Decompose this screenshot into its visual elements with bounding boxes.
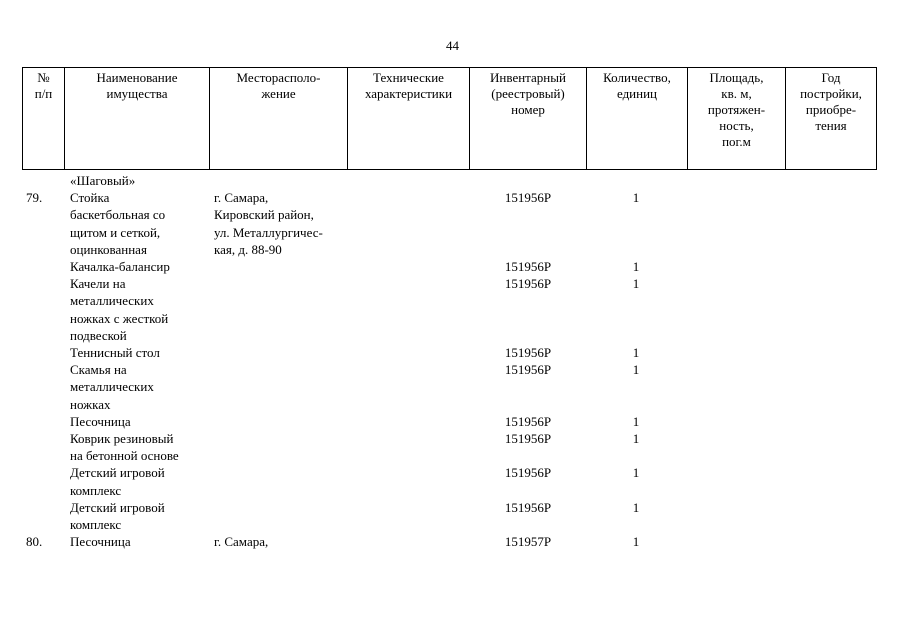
item-name-line: Детский игровой [70, 499, 165, 515]
item-location-line: кая, д. 88-90 [214, 241, 282, 257]
item-name [70, 275, 208, 344]
item-name [70, 533, 208, 550]
item-name-line: Песочница [70, 413, 131, 429]
item-location-line: г. Самара, [214, 190, 269, 206]
item-name-line: баскетбольная со [70, 207, 166, 223]
table-row [0, 413, 905, 430]
item-name-line: металлических [70, 379, 154, 395]
row-number: 79. [26, 190, 43, 206]
item-name [70, 172, 208, 189]
item-name-line: на бетонной основе [70, 448, 179, 464]
inventory-number: 151957Р [504, 534, 552, 550]
item-name-line: Песочница [70, 534, 131, 550]
quantity: 1 [632, 276, 640, 292]
table-row [0, 499, 905, 533]
quantity: 1 [632, 362, 640, 378]
quantity: 1 [632, 344, 640, 360]
item-name-line: Стойка [70, 190, 110, 206]
inventory-number: 151956Р [504, 258, 552, 274]
header-col-specs: Технические характеристики [348, 68, 470, 170]
table-row [0, 344, 905, 361]
item-name-line: Коврик резиновый [70, 430, 174, 446]
quantity: 1 [632, 534, 640, 550]
inventory-number: 151956Р [504, 190, 552, 206]
item-name-line: Качалка-балансир [70, 258, 170, 274]
item-name [70, 361, 208, 413]
item-location-line: г. Самара, [214, 534, 269, 550]
item-location-line: ул. Металлургичес- [214, 224, 323, 240]
header-col-quantity: Количество, единиц [587, 68, 688, 170]
item-name [70, 499, 208, 533]
quantity: 1 [632, 430, 640, 446]
item-name-line: ножках [70, 396, 111, 412]
item-name-line: комплекс [70, 482, 122, 498]
item-name [70, 413, 208, 430]
inventory-number: 151956Р [504, 465, 552, 481]
item-name-line: щитом и сеткой, [70, 224, 161, 240]
table-row [0, 258, 905, 275]
table-row [0, 430, 905, 464]
table-row [0, 533, 905, 550]
inventory-number: 151956Р [504, 499, 552, 515]
table-row [0, 189, 905, 258]
header-col-name: Наименование имущества [65, 68, 210, 170]
item-name [70, 430, 208, 464]
item-name-line: комплекс [70, 516, 122, 532]
table-row [0, 172, 905, 189]
item-name-line: Качели на [70, 276, 126, 292]
item-location [214, 533, 346, 550]
quantity: 1 [632, 413, 640, 429]
header-row [23, 68, 877, 170]
table-header [22, 67, 877, 170]
header-col-inventory: Инвентарный (реестровый) номер [470, 68, 587, 170]
quantity: 1 [632, 258, 640, 274]
inventory-number: 151956Р [504, 362, 552, 378]
item-name-line: металлических [70, 293, 154, 309]
table-row [0, 275, 905, 344]
row-number: 80. [26, 534, 43, 550]
inventory-number: 151956Р [504, 276, 552, 292]
inventory-number: 151956Р [504, 413, 552, 429]
header-col-location: Месторасполо- жение [210, 68, 348, 170]
item-name-line: ножках с жесткой [70, 310, 169, 326]
item-name [70, 258, 208, 275]
item-location [214, 189, 346, 258]
header-col-year: Год постройки, приобре- тения [786, 68, 877, 170]
header-col-area: Площадь, кв. м, протяжен- ность, пог.м [688, 68, 786, 170]
inventory-number: 151956Р [504, 344, 552, 360]
item-name-line: Теннисный стол [70, 344, 160, 360]
item-location-line: Кировский район, [214, 207, 314, 223]
item-name [70, 344, 208, 361]
item-name-line: «Шаговый» [70, 173, 136, 188]
table-row [0, 464, 905, 498]
table-row [0, 361, 905, 413]
quantity: 1 [632, 465, 640, 481]
page-number: 44 [446, 38, 459, 53]
header-col-number: № п/п [23, 68, 65, 170]
item-name-line: оцинкованная [70, 241, 147, 257]
quantity: 1 [632, 499, 640, 515]
item-name-line: подвеской [70, 327, 127, 343]
item-name-line: Детский игровой [70, 465, 165, 481]
quantity: 1 [632, 190, 640, 206]
item-name [70, 464, 208, 498]
table-body [0, 172, 905, 550]
item-name-line: Скамья на [70, 362, 127, 378]
item-name [70, 189, 208, 258]
inventory-number: 151956Р [504, 430, 552, 446]
